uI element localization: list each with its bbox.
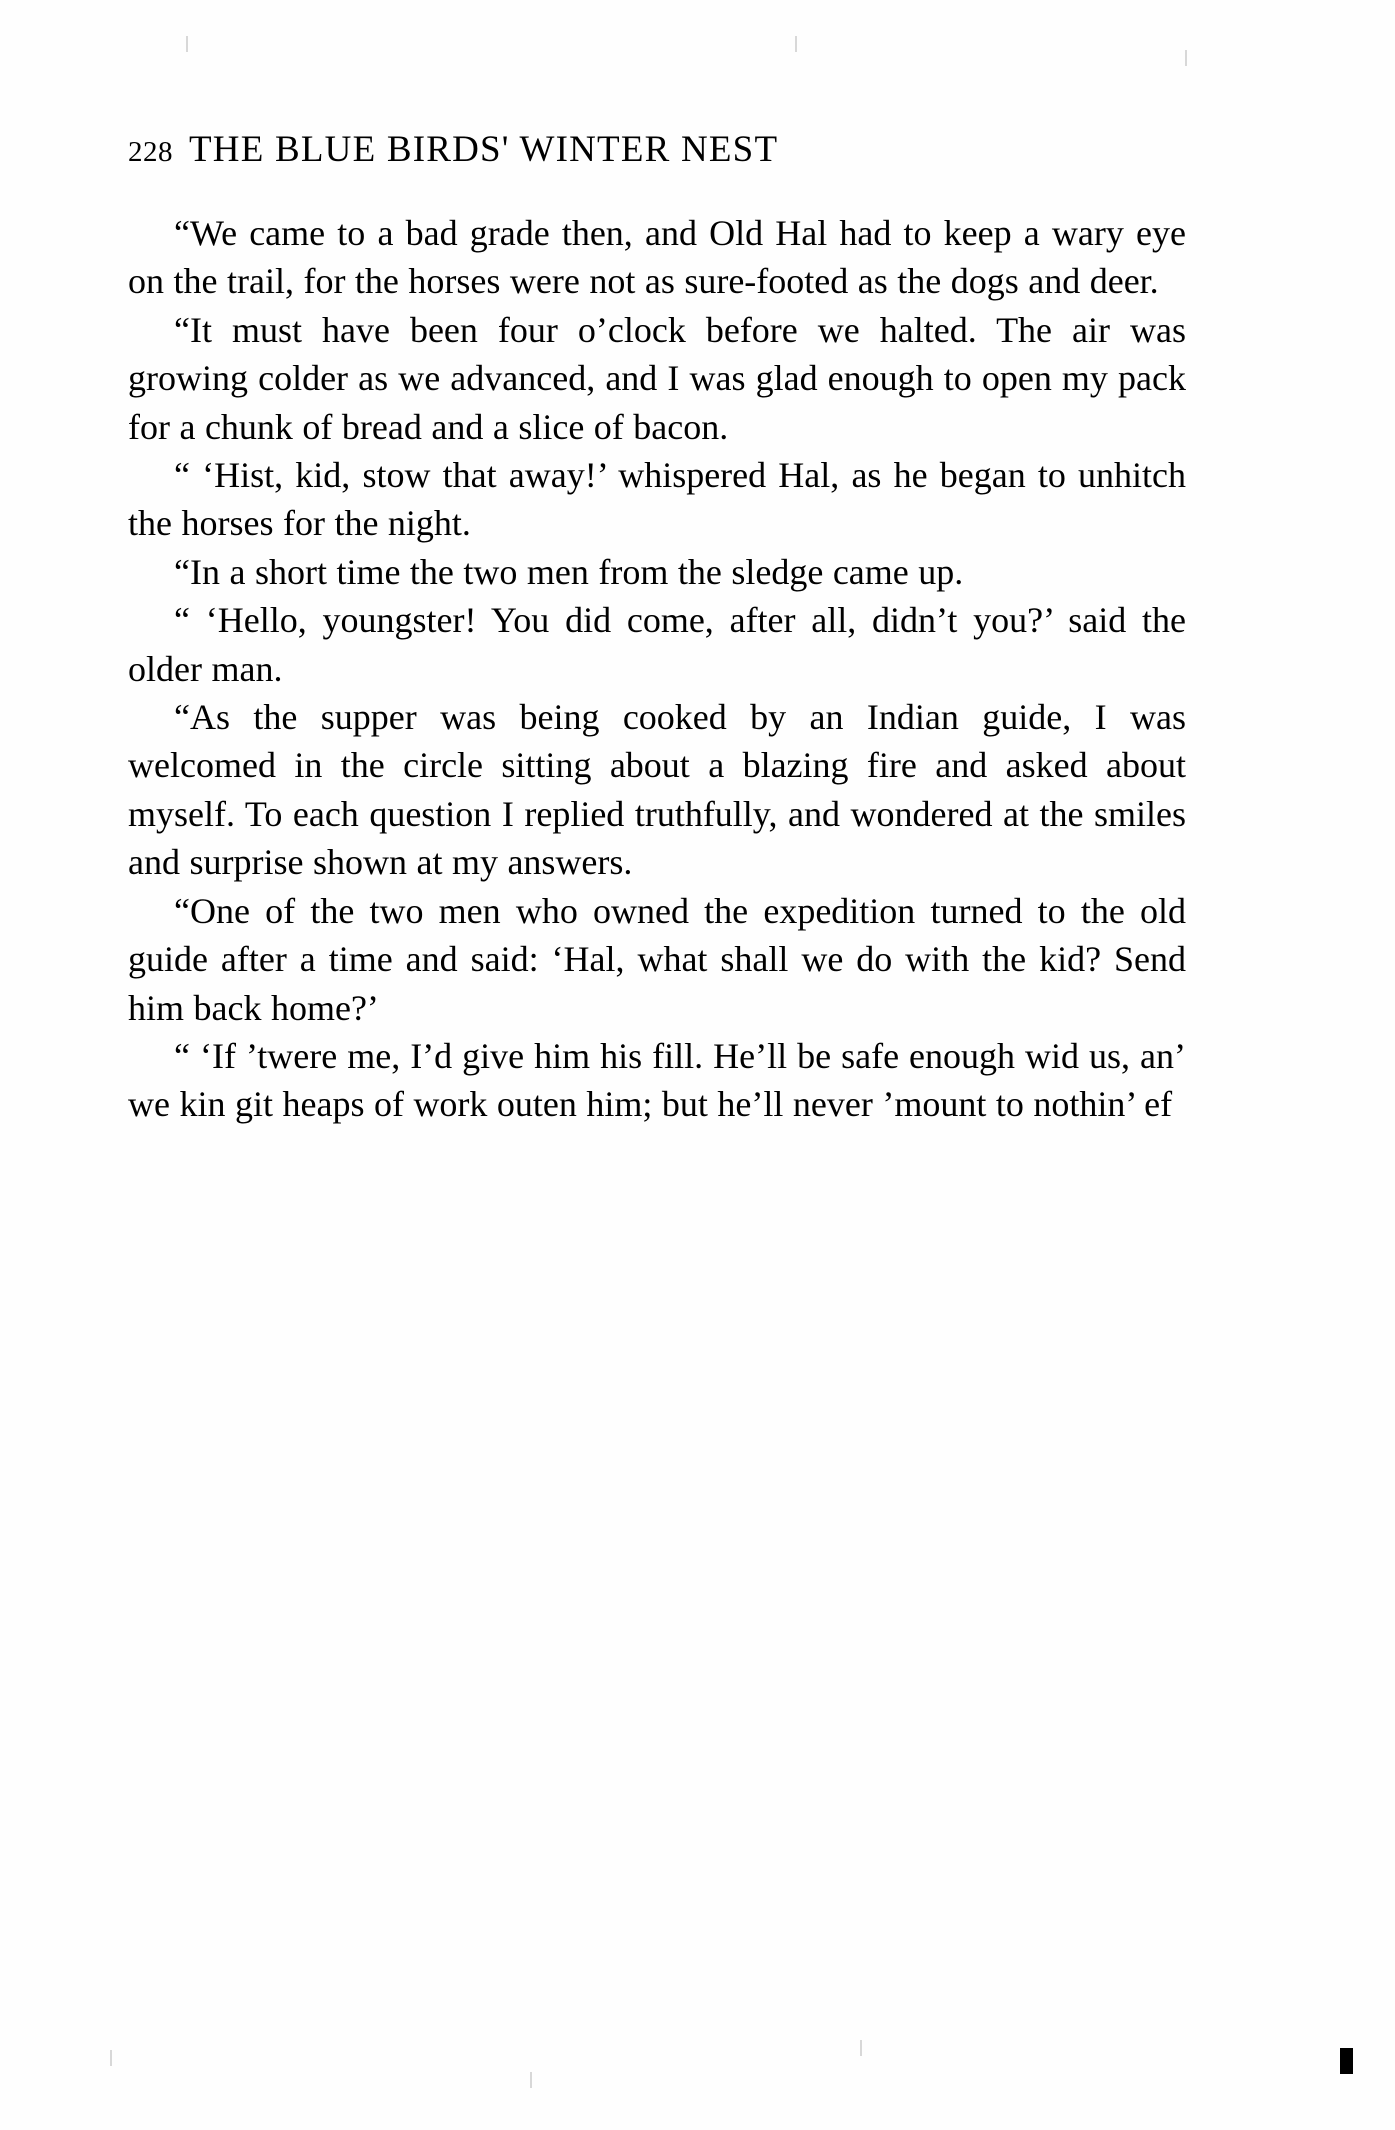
print-registration-tick (795, 36, 797, 52)
print-registration-tick (1185, 50, 1187, 66)
text-block (128, 128, 1186, 1129)
paragraph: “We came to a bad grade then, and Old Hal had to keep a wary eye on the trail, for the horses were not as sure-footed as the dogs and deer. (128, 213, 1186, 302)
running-head: THE BLUE BIRDS' WINTER NEST (189, 129, 779, 170)
print-registration-tick (530, 2072, 532, 2088)
page-edge-mark (1340, 2048, 1353, 2074)
print-registration-tick (110, 2050, 112, 2066)
page-number: 228 (128, 136, 173, 168)
paragraph: “ ‘Hist, kid, stow that away!’ whispered Hal, as he began to unhitch the horses for the night. (128, 455, 1186, 544)
paragraph: “ ‘Hello, youngster! You did come, after all, didn’t you?’ said the older man. (128, 600, 1186, 689)
print-registration-tick (860, 2040, 862, 2056)
paragraph: “ ‘If ’twere me, I’d give him his fill. He’ll be safe enough wid us, an’ we kin git heaps of work outen him; but he’ll never ’mount to nothin’ ef (128, 1035, 1186, 1125)
print-registration-tick (186, 36, 188, 52)
paragraph: “One of the two men who owned the expedition turned to the old guide after a time and said: ‘Hal, what shall we do with the kid? Send him back home?’ (128, 890, 1186, 1028)
paragraph: “As the supper was being cooked by an Indian guide, I was welcomed in the circle sitting about a blazing fire and asked about myself. To each question I replied truthfully, and wondered at the smiles and surprise shown at my answers. (128, 697, 1186, 883)
paragraph: “In a short time the two men from the sledge came up. (174, 551, 964, 592)
page-header (128, 128, 1186, 171)
paragraph: “It must have been four o’clock before we halted. The air was growing colder as we advanced, and I was glad enough to open my pack for a chunk of bread and a slice of bacon. (128, 309, 1186, 447)
